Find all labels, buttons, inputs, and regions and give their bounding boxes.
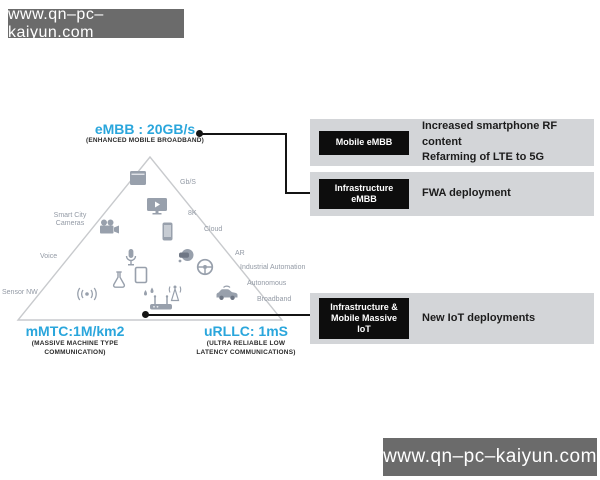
annotation-panel-mobile-embb: [310, 119, 594, 166]
annotation-line: Refarming of LTE to 5G: [422, 151, 545, 164]
microphone-icon: [124, 248, 138, 266]
browser-window-icon: [128, 168, 148, 188]
embb-branch-vline: [285, 133, 287, 194]
annotation-text-infrastructure-embb: FWA deployment: [422, 187, 511, 200]
watermark-bottom: [383, 438, 597, 476]
annotation-panel-infrastructure-embb: [310, 172, 594, 216]
embb-connector-hline: [200, 133, 287, 135]
annotation-text-mobile-embb: [422, 119, 585, 167]
mmtc-title: mMTC:1M/km2: [25, 323, 125, 339]
label-cloud: Cloud: [204, 226, 223, 233]
annotation-text-massive-iot: New IoT deployments: [422, 311, 536, 324]
smart-city-camera-icon: [98, 218, 120, 236]
label-broadband: Broadband: [257, 296, 292, 303]
label-gbs: Gb/S: [180, 179, 196, 186]
label-voice: Voice: [40, 253, 58, 260]
label-industrial-automation: Industrial Automation: [240, 264, 306, 271]
router-icon: [148, 294, 174, 311]
annotation-panel-massive-iot: [310, 293, 594, 344]
badge-mobile-embb: Mobile eMBB: [319, 131, 409, 155]
embb-subtitle: (ENHANCED MOBILE BROADBAND): [85, 137, 205, 145]
wifi-broadcast-icon: [76, 286, 98, 302]
urllc-corner-label: [180, 324, 312, 357]
video-streaming-icon: [146, 196, 168, 216]
infra-embb-connector-hline: [285, 192, 310, 194]
label-ar: AR: [235, 250, 245, 257]
badge-infrastructure-embb: Infrastructure eMBB: [319, 179, 409, 209]
watermark-bottom-text: www.qn–pc–kaiyun.com: [383, 446, 597, 467]
label-8k: 8K: [188, 210, 197, 217]
urllc-title: uRLLC: 1mS: [204, 323, 288, 339]
watermark-top-text: www.qn–pc–kaiyun.com: [8, 5, 104, 41]
vr-headset-icon: [176, 246, 196, 266]
urllc-subtitle: (ULTRA RELIABLE LOW LATENCY COMMUNICATIONS): [196, 340, 296, 356]
annotation-line: Increased smartphone RF content: [422, 119, 558, 148]
lab-flask-icon: [110, 270, 128, 288]
steering-wheel-icon: [196, 258, 214, 276]
connected-car-icon: [214, 283, 240, 301]
badge-massive-iot: Infrastructure & Mobile Massive IoT: [319, 298, 409, 338]
iot-connector-hline: [146, 314, 310, 316]
watermark-top: [8, 5, 184, 41]
label-sensor-nw: Sensor NW: [2, 289, 38, 296]
tablet-icon: [134, 266, 148, 284]
mmtc-subtitle: (MASSIVE MACHINE TYPE COMMUNICATION): [31, 340, 119, 356]
smartphone-icon: [161, 222, 174, 241]
mmtc-corner-label: [10, 324, 140, 357]
embb-title: eMBB : 20GB/s: [94, 121, 196, 137]
label-autonomous: Autonomous: [247, 280, 287, 287]
label-smart-city-cameras: Smart City Cameras: [53, 212, 87, 228]
